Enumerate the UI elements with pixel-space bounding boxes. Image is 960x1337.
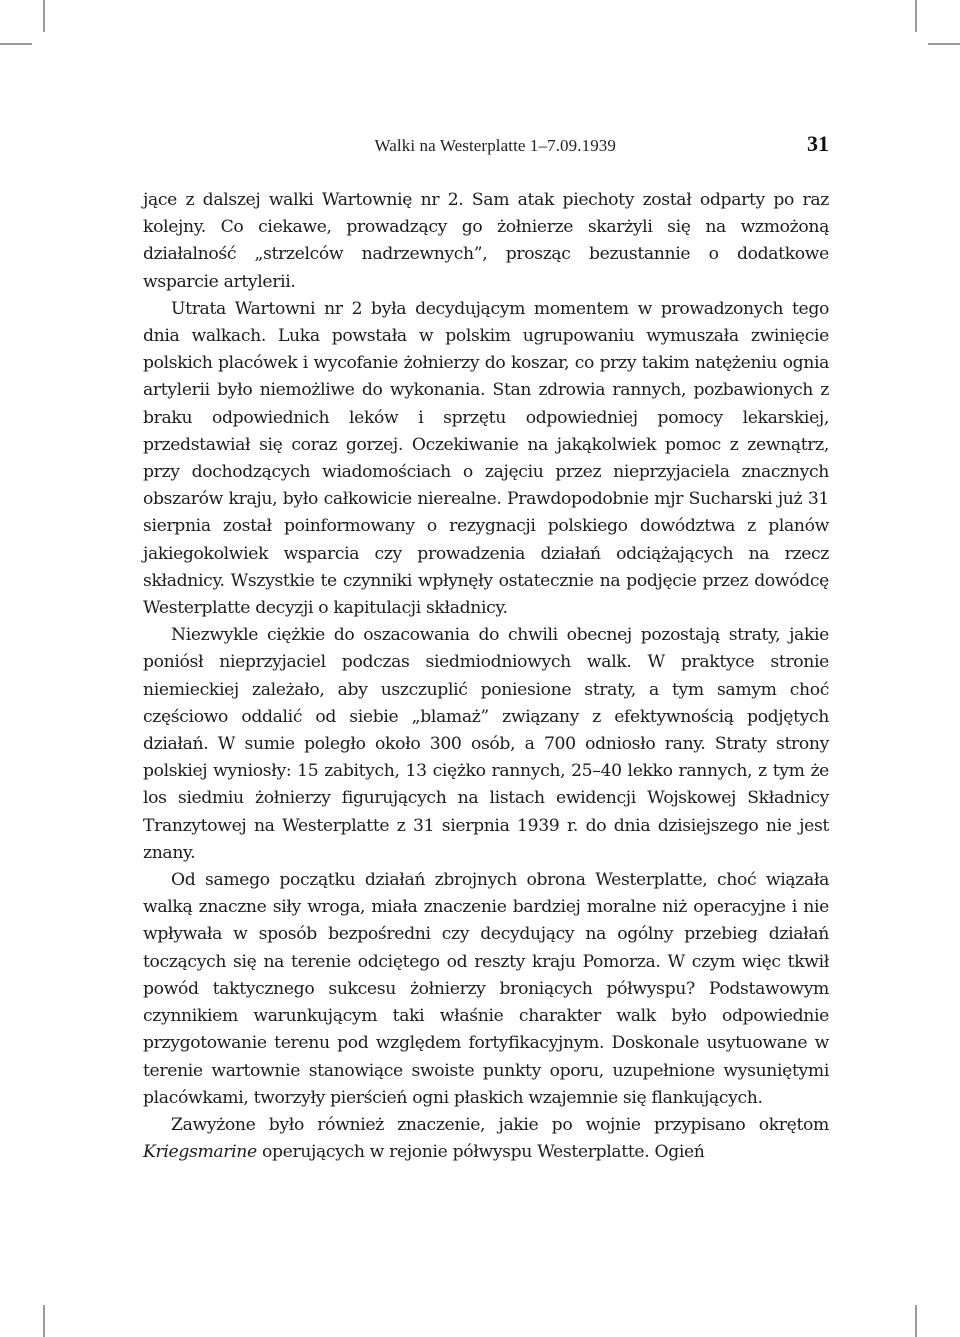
running-head [143, 131, 829, 161]
crop-mark [915, 1305, 917, 1337]
crop-mark [43, 0, 45, 32]
paragraph [143, 1112, 829, 1166]
paragraph: Niezwykle ciężkie do oszacowania do chwili obecnej pozostają straty, jakie poniósł nieprzyjaciel podczas siedmiodniowych walk. W praktyce stronie niemieckiej zależało, aby uszczuplić poniesione straty, a tym samym choć częściowo oddalić od siebie „blamaż” związany z efektywnością podjętych działań. W sumie poległo około 300 osób, a 700 odniosło rany. Straty strony polskiej wyniosły: 15 zabitych, 13 ciężko rannych, 25–40 lekko rannych, z tym że los siedmiu żołnierzy figurujących na listach ewidencji Wojskowej Składnicy Tranzytowej na Westerplatte z 31 sierpnia 1939 r. do dnia dzisiejszego nie jest znany. [143, 625, 829, 863]
body-text [143, 187, 829, 1166]
paragraph-text: Zawyżone było również znaczenie, jakie po wojnie przypisano okrętom [171, 1114, 829, 1135]
paragraph: Utrata Wartowni nr 2 była decydującym momentem w prowadzonych tego dnia walkach. Luka powstała w polskim ugrupowaniu wymuszała zwinięcie polskich placówek i wycofanie żołnierzy do koszar, co przy takim natężeniu ognia artylerii było niemożliwe do wykonania. Stan zdrowia rannych, pozbawionych z braku odpowiednich leków i sprzętu odpowiedniej pomocy lekarskiej, przedstawiał się coraz gorzej. Oczekiwanie na jakąkolwiek pomoc z zewnątrz, przy dochodzących wiadomościach o zajęciu przez nieprzyjaciela znacznych obszarów kraju, było całkowicie nierealne. Prawdopodobnie mjr Sucharski już 31 sierpnia został poinformowany o rezygnacji polskiego dowództwa z planów jakiegokolwiek wsparcia czy prowadzenia działań odciążających na rzecz składnicy. Wszystkie te czynniki wpłynęły ostatecznie na podjęcie przez dowódcę Westerplatte decyzji o kapitulacji składnicy. [143, 298, 829, 619]
crop-mark [0, 43, 32, 45]
crop-mark [43, 1305, 45, 1337]
italic-term: Kriegsmarine [143, 1142, 257, 1163]
page-number: 31 [807, 131, 829, 156]
paragraph-text: operujących w rejonie półwyspu Westerplatte. Ogień [256, 1142, 705, 1163]
running-title: Walki na Westerplatte 1–7.09.1939 [374, 136, 616, 155]
paragraph: Od samego początku działań zbrojnych obrona Westerplatte, choć wiązała walką znaczne siły wroga, miała znaczenie bardziej moralne niż operacyjne i nie wpływała w sposób bezpośredni czy decydujący na ogólny przebieg działań toczących się na terenie odciętego od reszty kraju Pomorza. W czym więc tkwił powód taktycznego sukcesu żołnierzy broniących półwyspu? Podstawowym czynnikiem warunkującym taki właśnie charakter walk było odpowiednie przygotowanie terenu pod względem fortyfikacyjnym. Doskonale usytuowane w terenie wartownie stanowiące swoiste punkty oporu, uzupełnione wysuniętymi placówkami, tworzyły pierścień ogni płaskich wzajemnie się flankujących. [143, 870, 829, 1108]
paragraph: jące z dalszej walki Wartownię nr 2. Sam atak piechoty został odparty po raz kolejny. Co ciekawe, prowadzący go żołnierze skarżyli się na wzmożoną działalność „strzelców nadrzewnych”, prosząc bezustannie o dodatkowe wsparcie artylerii. [143, 190, 829, 292]
crop-mark [915, 0, 917, 32]
crop-mark [928, 43, 960, 45]
